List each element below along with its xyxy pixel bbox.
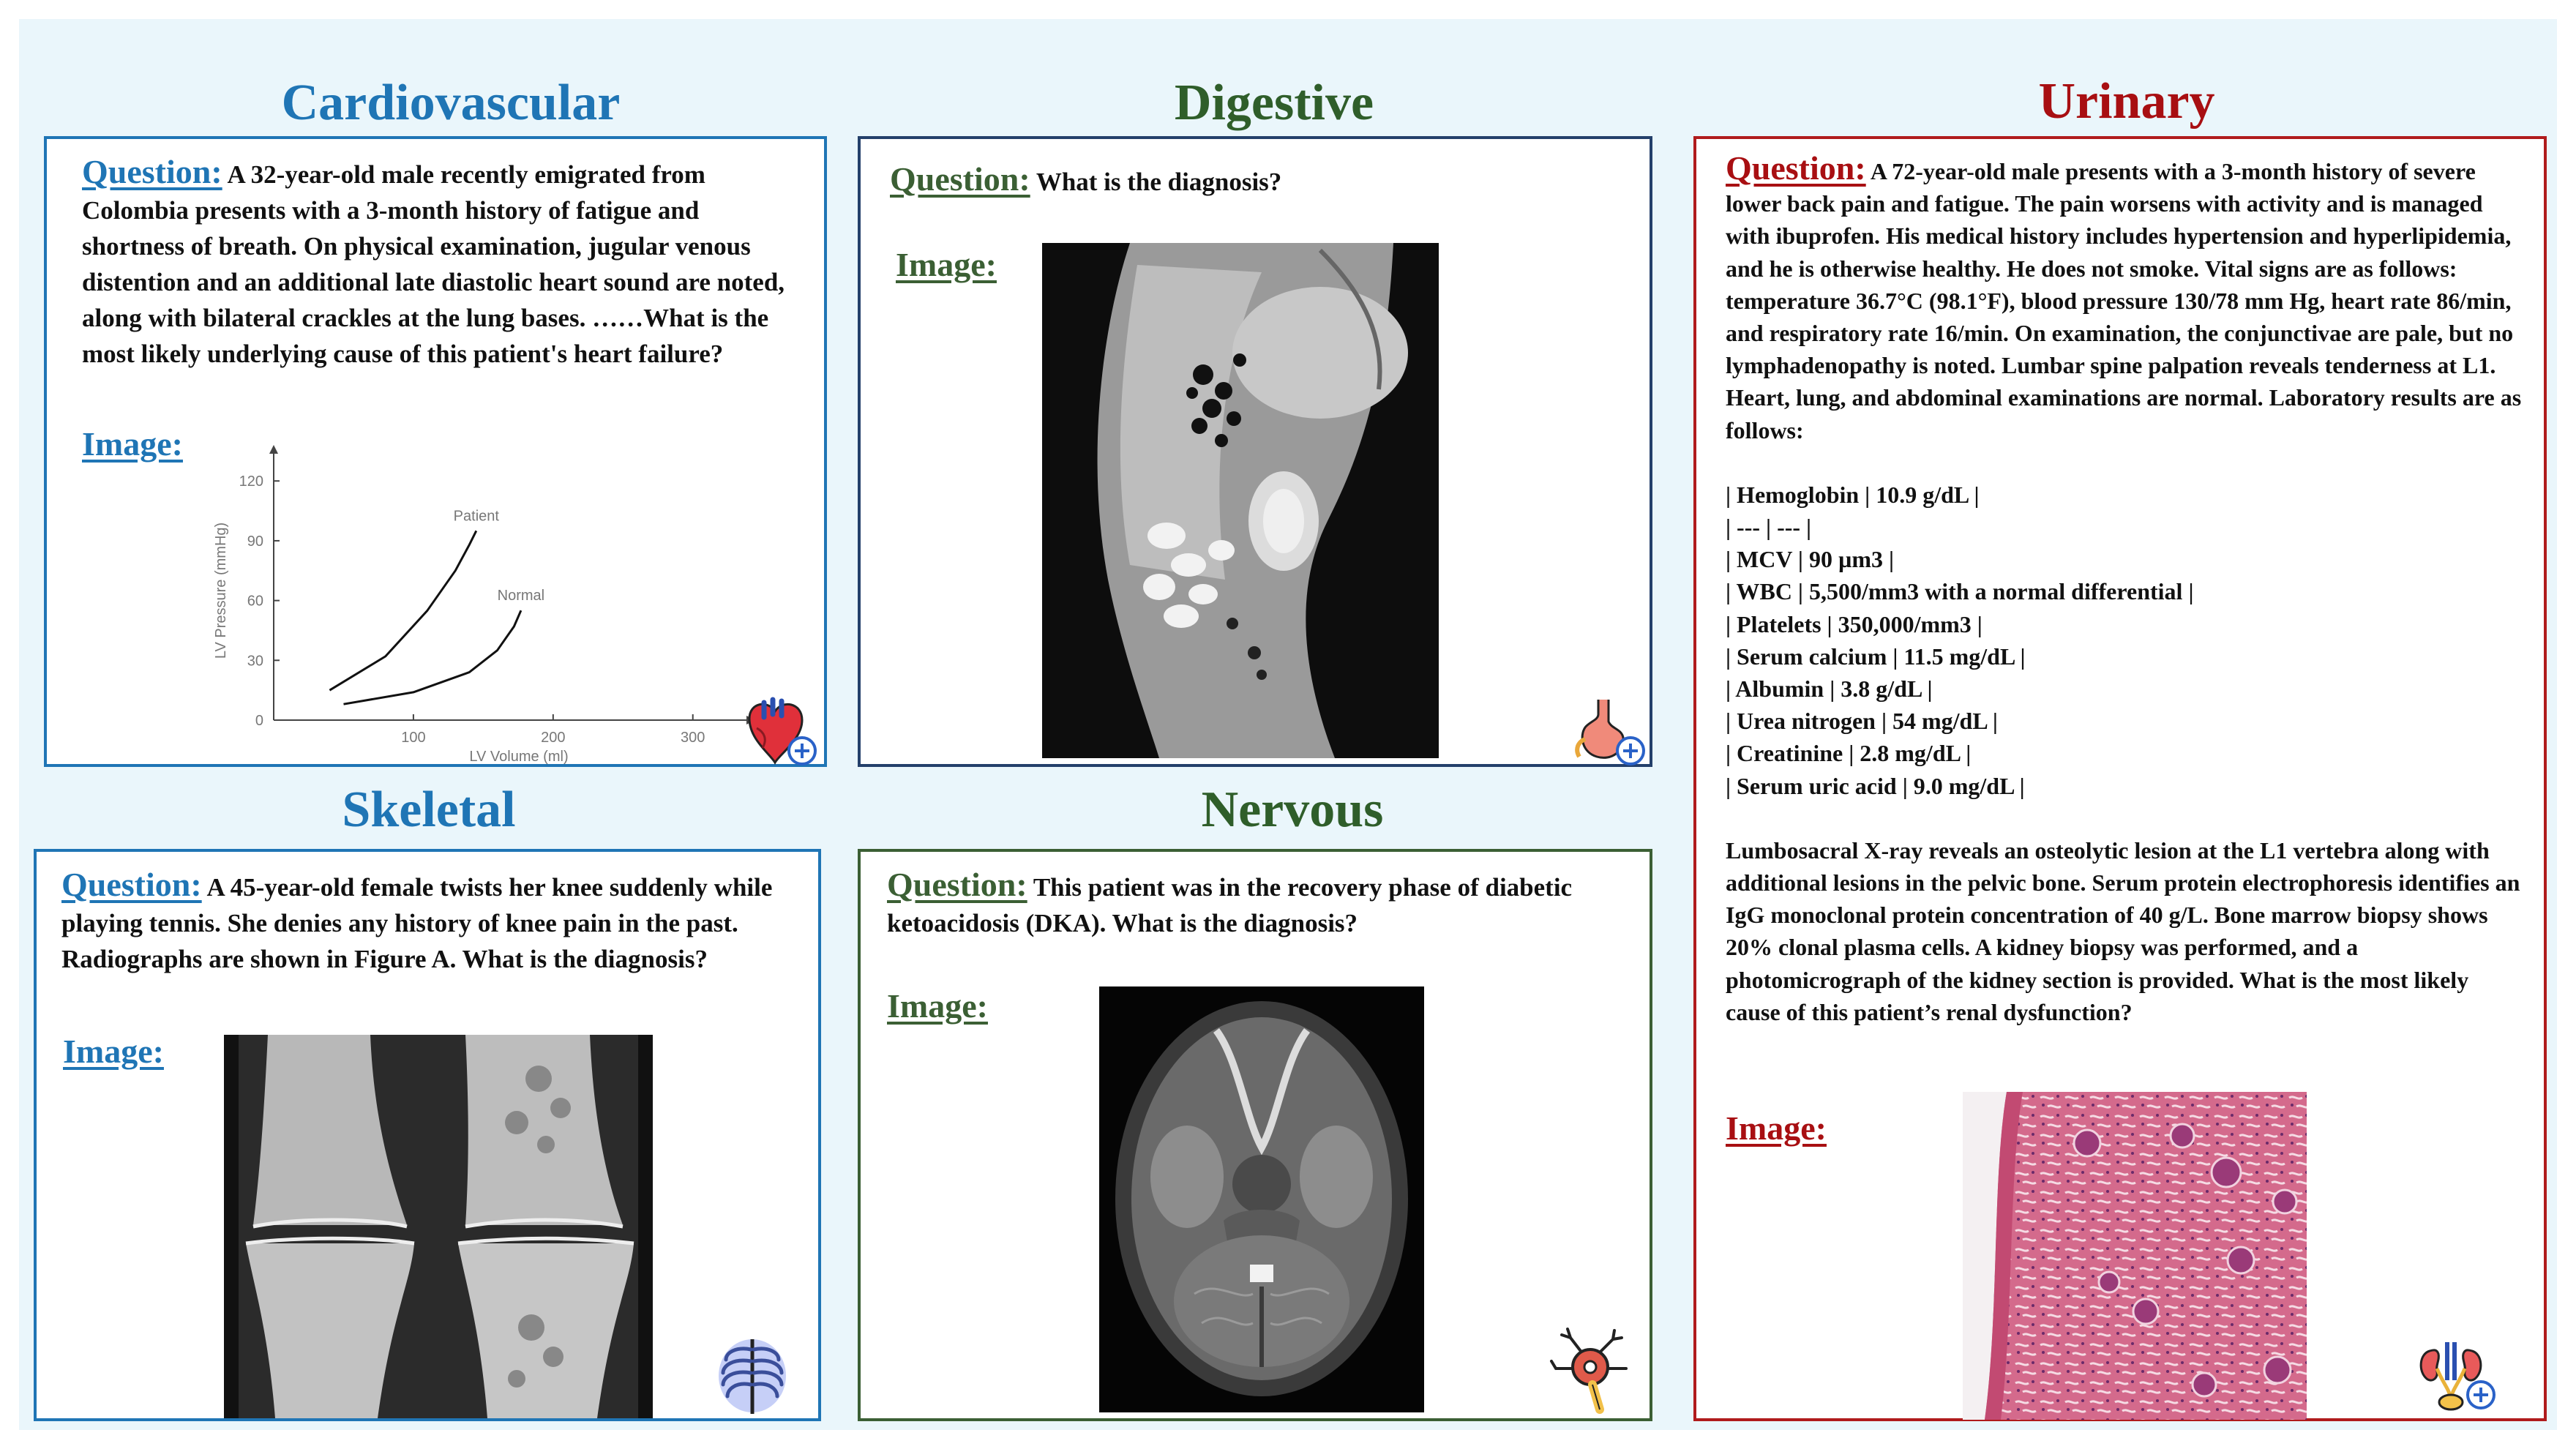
- y-tick-label: 120: [239, 473, 263, 490]
- lab-line: | Serum calcium | 11.5 mg/dL |: [1726, 643, 2026, 670]
- y-tick-label: 30: [247, 653, 263, 670]
- brain-mri-image: [1099, 986, 1424, 1412]
- x-tick-label: 100: [401, 730, 426, 746]
- question-text: What is the diagnosis?: [1036, 168, 1282, 196]
- question-label: Question:: [82, 153, 222, 190]
- lab-line: | Urea nitrogen | 54 mg/dL |: [1726, 708, 1998, 735]
- digestive-title: Digestive: [1174, 75, 1374, 131]
- lab-line: | Serum uric acid | 9.0 mg/dL |: [1726, 772, 2025, 799]
- y-axis-label: LV Pressure (mmHg): [213, 522, 229, 659]
- lab-results: [1726, 479, 2523, 802]
- urinary-question: [1726, 149, 2523, 1028]
- question-label: Question:: [1726, 149, 1866, 187]
- lab-line: | WBC | 5,500/mm3 with a normal differential |: [1726, 578, 2194, 605]
- image-label: Image:: [1726, 1109, 1827, 1147]
- question-text: A 45-year-old female twists her knee suddenly while playing tennis. She denies any history of knee pain in the past. Radiographs are shown in Figure A. What is the diagnosis?: [61, 873, 773, 973]
- kidney-icon: [2414, 1339, 2500, 1412]
- series-line-patient: [329, 531, 476, 690]
- y-tick-label: 90: [247, 533, 263, 550]
- digestive-panel: [858, 136, 1652, 767]
- lab-line: | Platelets | 350,000/mm3 |: [1726, 610, 1982, 637]
- y-tick-label: 60: [247, 593, 263, 610]
- question-text-2: Lumbosacral X-ray reveals an osteolytic lesion at the L1 vertebra along with additional lesions in the pelvic bone. Serum protein electrophoresis identifies an IgG monoclonal protein concentration of 40 g/L. Bone marrow biopsy shows 20% clonal plasma cells. A kidney biopsy was performed, and a photomicrograph of the kidney section is provided. What is the most likely cause of this patient’s renal dysfunction?: [1726, 836, 2520, 1025]
- heart-icon: [735, 695, 821, 768]
- image-label: Image:: [896, 246, 997, 283]
- image-label: Image:: [887, 987, 988, 1025]
- knee-radiograph-image: [224, 1035, 653, 1418]
- digestive-question: [890, 161, 1622, 200]
- pressure-volume-chart: [208, 439, 771, 765]
- cardiovascular-panel: [44, 136, 827, 767]
- lab-line: | Hemoglobin | 10.9 g/dL |: [1726, 481, 1980, 508]
- skeletal-question: [61, 866, 801, 977]
- skeletal-panel: [34, 849, 821, 1421]
- nervous-title: Nervous: [1201, 782, 1384, 838]
- skeletal-title: Skeletal: [342, 782, 516, 838]
- image-label: Image:: [63, 1033, 164, 1070]
- urinary-panel: [1693, 136, 2547, 1421]
- question-text: A 72-year-old male presents with a 3-month history of severe lower back pain and fatigue. The pain worsens with activity and is managed with ibuprofen. His medical history includes hypertension and hyperlipidemia, and he is otherwise healthy. He does not smoke. Vital signs are as follows: temperature 36.7°C (98.1°F), blood pressure 130/78 mm Hg, heart rate 86/min, and respiratory rate 16/min. On examination, the conjunctivae are pale, but no lymphadenopathy is noted. Lumbar spine palpation reveals tenderness at L1. Heart, lung, and abdominal examinations are normal. Laboratory results are as follows:: [1726, 158, 2522, 443]
- series-line-normal: [344, 610, 521, 704]
- question-text: This patient was in the recovery phase of diabetic ketoacidosis (DKA). What is the diagnosis?: [887, 873, 1573, 937]
- image-label: Image:: [82, 425, 183, 463]
- nervous-question: [887, 866, 1633, 941]
- stomach-icon: [1563, 695, 1650, 768]
- lab-line: | --- | --- |: [1726, 514, 1812, 541]
- kidney-histology-image: [1963, 1092, 2307, 1420]
- x-tick-label: 300: [681, 730, 705, 746]
- series-label-normal: Normal: [497, 588, 545, 604]
- question-label: Question:: [887, 866, 1027, 903]
- cardiovascular-title: Cardiovascular: [281, 75, 621, 131]
- lab-line: | Albumin | 3.8 g/dL |: [1726, 675, 1933, 703]
- y-tick-label: 0: [255, 713, 263, 729]
- y-axis-arrow: [269, 445, 278, 454]
- x-tick-label: 200: [541, 730, 566, 746]
- question-label: Question:: [61, 866, 202, 903]
- x-axis-label: LV Volume (ml): [469, 749, 569, 765]
- lab-line: | Creatinine | 2.8 mg/dL |: [1726, 740, 1972, 767]
- question-label: Question:: [890, 160, 1030, 198]
- question-text: A 32-year-old male recently emigrated from Colombia presents with a 3-month history of fatigue and shortness of breath. On physical examination, jugular venous distention and an additional late diastolic heart sound are noted, along with bilateral crackles at the lung bases. ……What is the most likely underlying cause of this patient's heart failure?: [82, 160, 785, 368]
- cardiovascular-question: [82, 154, 806, 372]
- figure-canvas: [19, 19, 2557, 1430]
- ct-scan-image: [1042, 243, 1439, 758]
- neuron-icon: [1549, 1328, 1635, 1414]
- nervous-panel: [858, 849, 1652, 1421]
- ribcage-icon: [710, 1335, 796, 1417]
- urinary-title: Urinary: [2038, 73, 2215, 130]
- lab-line: | MCV | 90 µm3 |: [1726, 546, 1895, 573]
- series-label-patient: Patient: [453, 508, 499, 525]
